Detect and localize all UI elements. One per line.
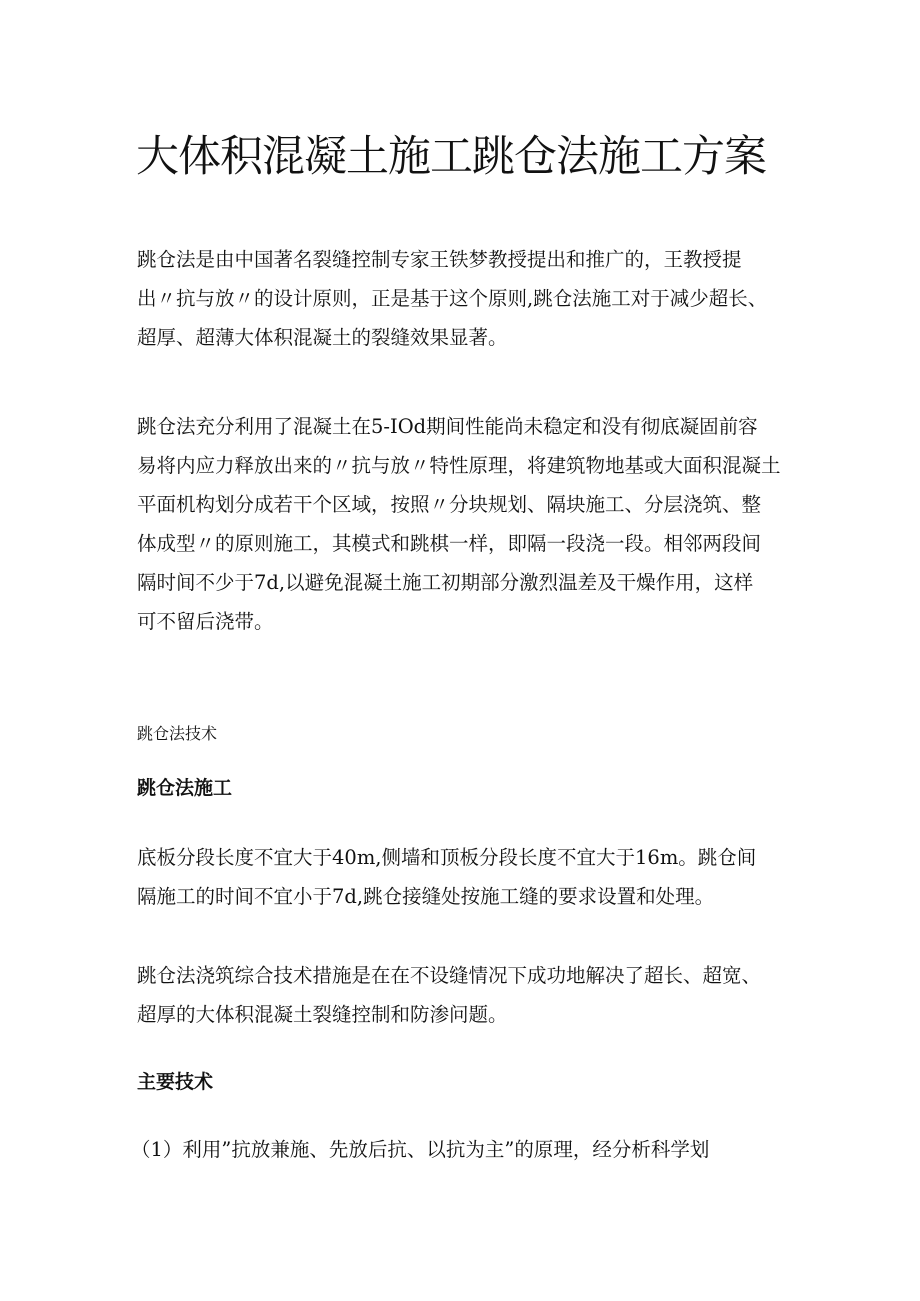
paragraph-line: 可不留后浇带。 [137, 610, 274, 633]
paragraph-line: 出〃抗与放〃的设计原则，正是基于这个原则,跳仓法施工对于减少超长、 [137, 287, 768, 310]
paragraph-line: （1）利用”抗放兼施、先放后抗、以抗为主”的原理，经分析科学划 [131, 1138, 710, 1161]
paragraph-line: 跳仓法是由中国著名裂缝控制专家王铁梦教授提出和推广的，王教授提 [137, 248, 742, 271]
paragraph-line: 隔施工的时间不宜小于7d,跳仓接缝处按施工缝的要求设置和处理。 [137, 885, 715, 908]
paragraph-line: 底板分段长度不宜大于40m,侧墙和顶板分段长度不宜大于16m。跳仓间 [137, 846, 757, 869]
paragraph-line: 超厚、超薄大体积混凝土的裂缝效果显著。 [137, 326, 508, 349]
intro-paragraph [137, 240, 792, 357]
heading-construction: 跳仓法施工 [137, 777, 233, 799]
section-label: 跳仓法技术 [137, 724, 218, 743]
paragraph-line: 跳仓法浇筑综合技术措施是在在不设缝情况下成功地解决了超长、超宽、 [137, 964, 762, 987]
paragraph-line: 隔时间不少于7d,以避免混凝土施工初期部分激烈温差及干燥作用，这样 [137, 571, 754, 594]
paragraph-line: 体成型〃的原则施工，其模式和跳棋一样，即隔一段浇一段。相邻两段间 [137, 532, 762, 555]
paragraph-line: 平面机构划分成若干个区域，按照〃分块规划、隔块施工、分层浇筑、整 [137, 493, 762, 516]
measures-paragraph [137, 956, 792, 1034]
construction-paragraph [137, 838, 792, 916]
list-item-1 [131, 1130, 786, 1169]
paragraph-line: 跳仓法充分利用了混凝土在5-IOd期间性能尚未稳定和没有彻底凝固前容 [137, 415, 758, 438]
heading-main-tech: 主要技术 [137, 1071, 214, 1093]
paragraph-line: 超厚的大体积混凝土裂缝控制和防渗问题。 [137, 1003, 508, 1026]
paragraph-line: 易将内应力释放出来的〃抗与放〃特性原理，将建筑物地基或大面积混凝土 [137, 454, 781, 477]
document-title: 大体积混凝土施工跳仓法施工方案 [136, 132, 766, 182]
principle-paragraph [137, 407, 792, 641]
